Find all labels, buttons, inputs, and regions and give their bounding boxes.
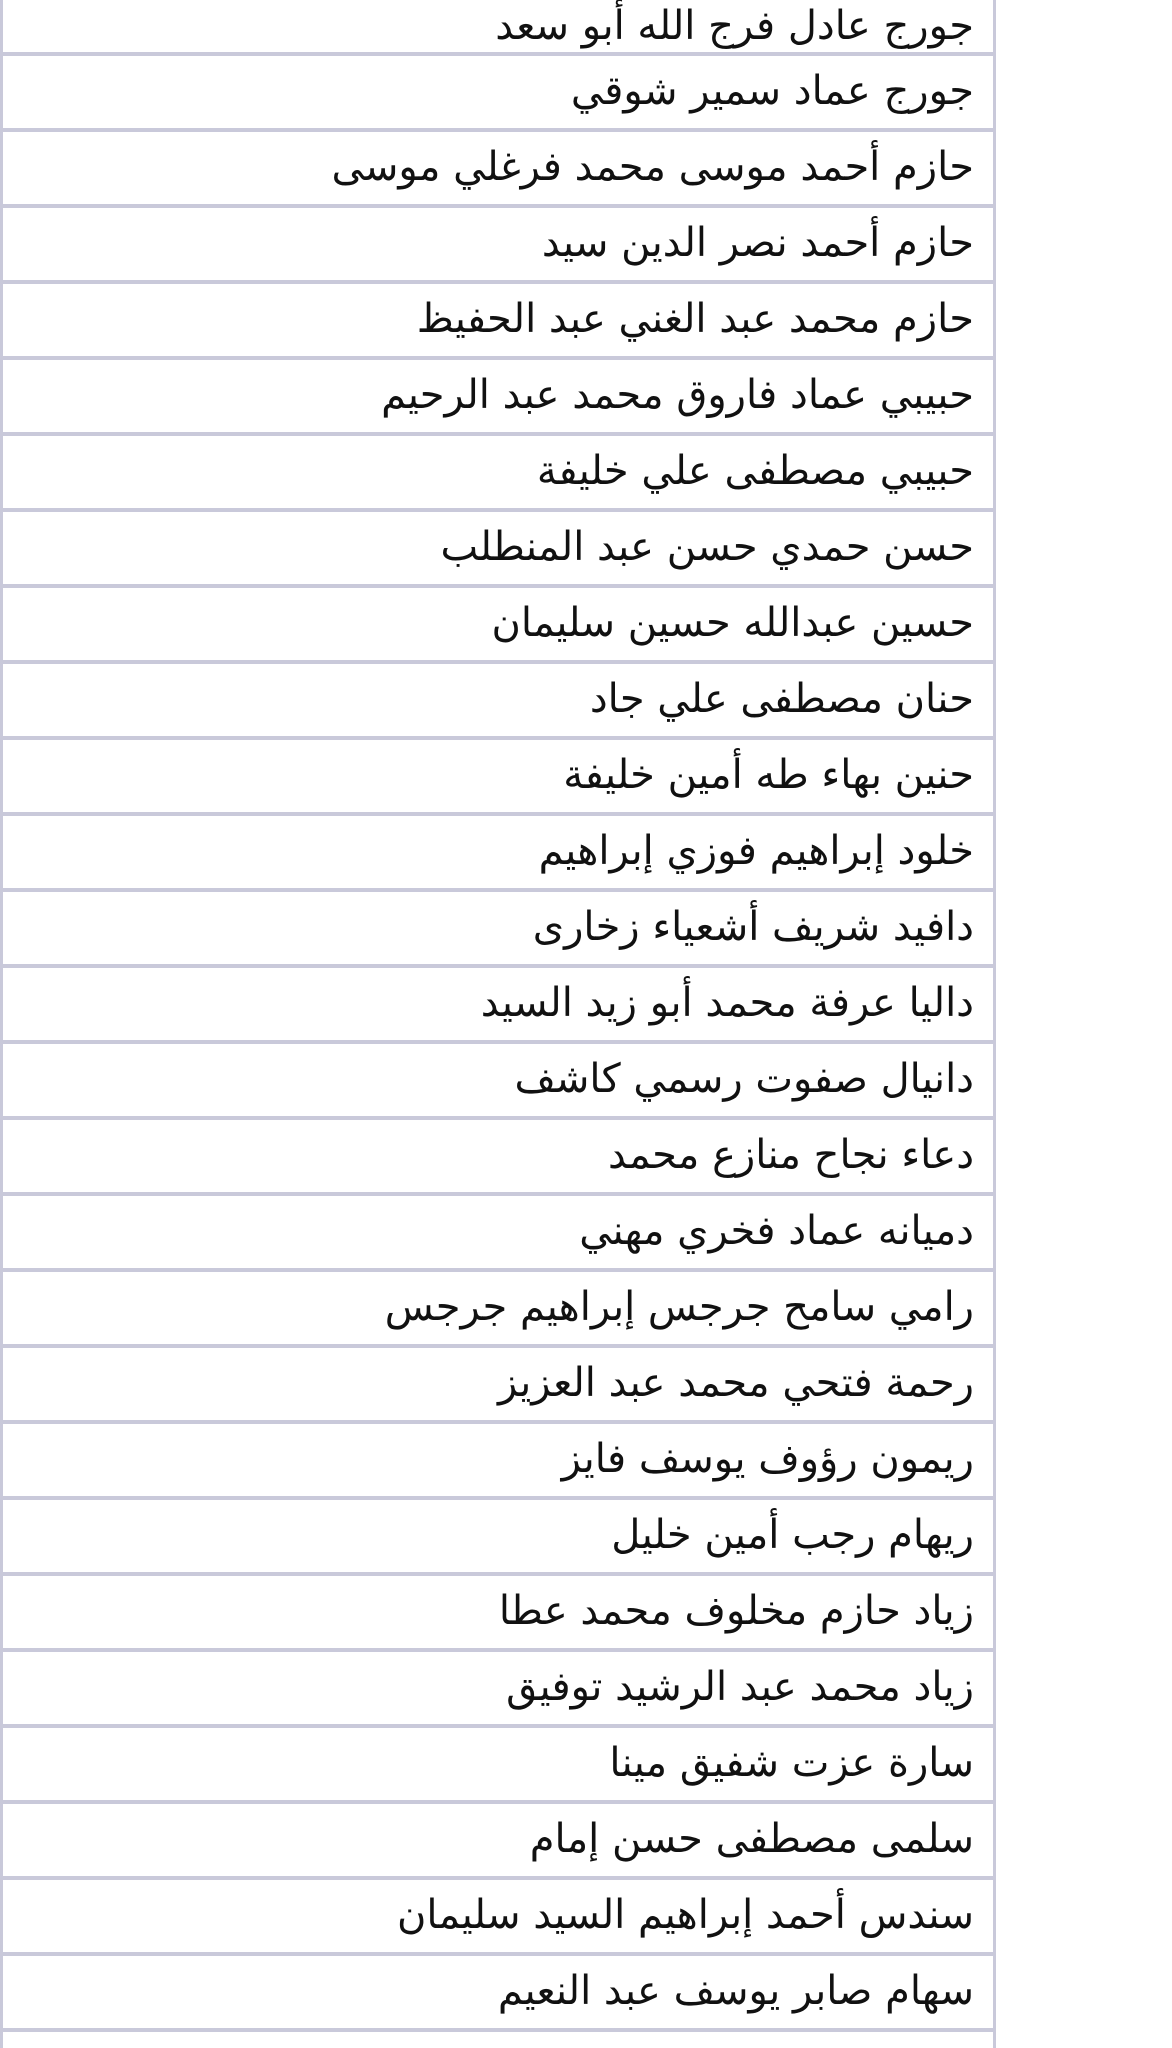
name-row: حسين عبدالله حسين سليمان xyxy=(0,588,996,664)
name-row: دانيال صفوت رسمي كاشف xyxy=(0,1044,996,1120)
name-row: حازم محمد عبد الغني عبد الحفيظ xyxy=(0,284,996,360)
name-row: ريمون رؤوف يوسف فايز xyxy=(0,1424,996,1500)
name-row: رامي سامح جرجس إبراهيم جرجس xyxy=(0,1272,996,1348)
name-row: حبيبي عماد فاروق محمد عبد الرحيم xyxy=(0,360,996,436)
name-row: رحمة فتحي محمد عبد العزيز xyxy=(0,1348,996,1424)
name-row: حازم أحمد نصر الدين سيد xyxy=(0,208,996,284)
name-row: حسن حمدي حسن عبد المنطلب xyxy=(0,512,996,588)
name-row: ريهام رجب أمين خليل xyxy=(0,1500,996,1576)
name-row: جورج عادل فرج الله أبو سعد xyxy=(0,0,996,56)
name-row: حنين بهاء طه أمين خليفة xyxy=(0,740,996,816)
name-row: سارة عزت شفيق مينا xyxy=(0,1728,996,1804)
name-row: دافيد شريف أشعياء زخارى xyxy=(0,892,996,968)
name-row: دميانه عماد فخري مهني xyxy=(0,1196,996,1272)
name-row: خلود إبراهيم فوزي إبراهيم xyxy=(0,816,996,892)
name-row: داليا عرفة محمد أبو زيد السيد xyxy=(0,968,996,1044)
name-row: جورج عماد سمير شوقي xyxy=(0,56,996,132)
name-row: سهام صابر يوسف عبد النعيم xyxy=(0,1956,996,2032)
name-row: زياد محمد عبد الرشيد توفيق xyxy=(0,1652,996,1728)
name-row: زياد حازم مخلوف محمد عطا xyxy=(0,1576,996,1652)
name-row: سلمى مصطفى حسن إمام xyxy=(0,1804,996,1880)
name-row: حازم أحمد موسى محمد فرغلي موسى xyxy=(0,132,996,208)
name-row: حنان مصطفى علي جاد xyxy=(0,664,996,740)
name-row: حبيبي مصطفى علي خليفة xyxy=(0,436,996,512)
name-row: سندس أحمد إبراهيم السيد سليمان xyxy=(0,1880,996,1956)
name-row: دعاء نجاح منازع محمد xyxy=(0,1120,996,1196)
